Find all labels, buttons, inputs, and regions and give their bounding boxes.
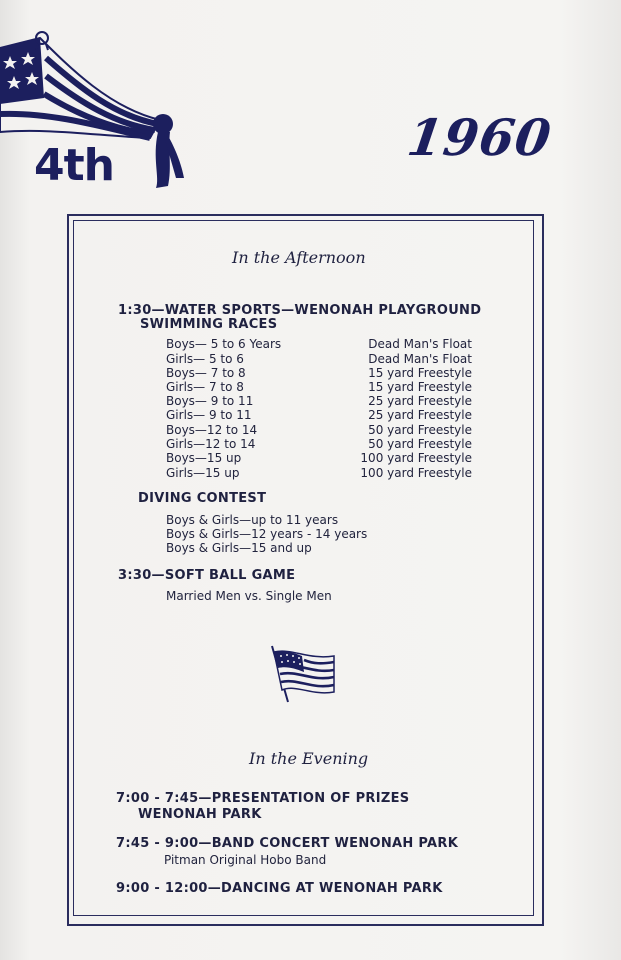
band-concert-title: 7:45 - 9:00—BAND CONCERT WENONAH PARK <box>116 836 459 851</box>
race-group: Boys— 9 to 11 <box>166 394 254 408</box>
race-event: 50 yard Freestyle <box>368 437 472 451</box>
race-event: Dead Man's Float <box>368 352 472 366</box>
race-row <box>166 337 472 351</box>
race-event: 25 yard Freestyle <box>368 394 472 408</box>
race-group: Boys—12 to 14 <box>166 423 258 437</box>
race-group: Boys—15 up <box>166 451 242 465</box>
afternoon-heading: In the Afternoon <box>232 248 366 267</box>
water-sports-title: 1:30—WATER SPORTS—WENONAH PLAYGROUND <box>118 303 482 318</box>
diving-item: Boys & Girls—15 and up <box>166 541 312 555</box>
diving-item: Boys & Girls—12 years - 14 years <box>166 527 368 541</box>
race-event: 100 yard Freestyle <box>360 451 472 465</box>
race-event: 15 yard Freestyle <box>368 380 472 394</box>
race-row <box>166 408 472 422</box>
year-title: 1960 <box>403 108 556 167</box>
race-group: Girls— 5 to 6 <box>166 352 244 366</box>
race-event: 50 yard Freestyle <box>368 423 472 437</box>
race-group: Girls— 9 to 11 <box>166 408 252 422</box>
diving-contest-title: DIVING CONTEST <box>138 491 267 506</box>
race-group: Girls—15 up <box>166 466 240 480</box>
fourth-title: 4th <box>34 140 114 191</box>
race-event: 25 yard Freestyle <box>368 408 472 422</box>
american-flag-icon <box>268 644 338 704</box>
race-row <box>166 352 472 366</box>
race-group: Boys— 5 to 6 Years <box>166 337 282 351</box>
softball-detail: Married Men vs. Single Men <box>166 589 332 603</box>
race-row <box>166 394 472 408</box>
race-row <box>166 451 472 465</box>
swimming-races-title: SWIMMING RACES <box>140 317 278 332</box>
race-group: Boys— 7 to 8 <box>166 366 246 380</box>
race-row <box>166 380 472 394</box>
race-event: 100 yard Freestyle <box>360 466 472 480</box>
evening-heading: In the Evening <box>249 749 369 768</box>
race-row <box>166 366 472 380</box>
race-row <box>166 466 472 480</box>
diving-item: Boys & Girls—up to 11 years <box>166 513 339 527</box>
band-concert-detail: Pitman Original Hobo Band <box>164 853 327 867</box>
prizes-title: 7:00 - 7:45—PRESENTATION OF PRIZES <box>116 791 410 806</box>
race-event: Dead Man's Float <box>368 337 472 351</box>
race-event: 15 yard Freestyle <box>368 366 472 380</box>
softball-title: 3:30—SOFT BALL GAME <box>118 568 296 583</box>
race-row <box>166 423 472 437</box>
race-group: Girls—12 to 14 <box>166 437 256 451</box>
race-row <box>166 437 472 451</box>
prizes-location: WENONAH PARK <box>138 807 262 822</box>
dancing-title: 9:00 - 12:00—DANCING AT WENONAH PARK <box>116 881 443 896</box>
race-group: Girls— 7 to 8 <box>166 380 244 394</box>
